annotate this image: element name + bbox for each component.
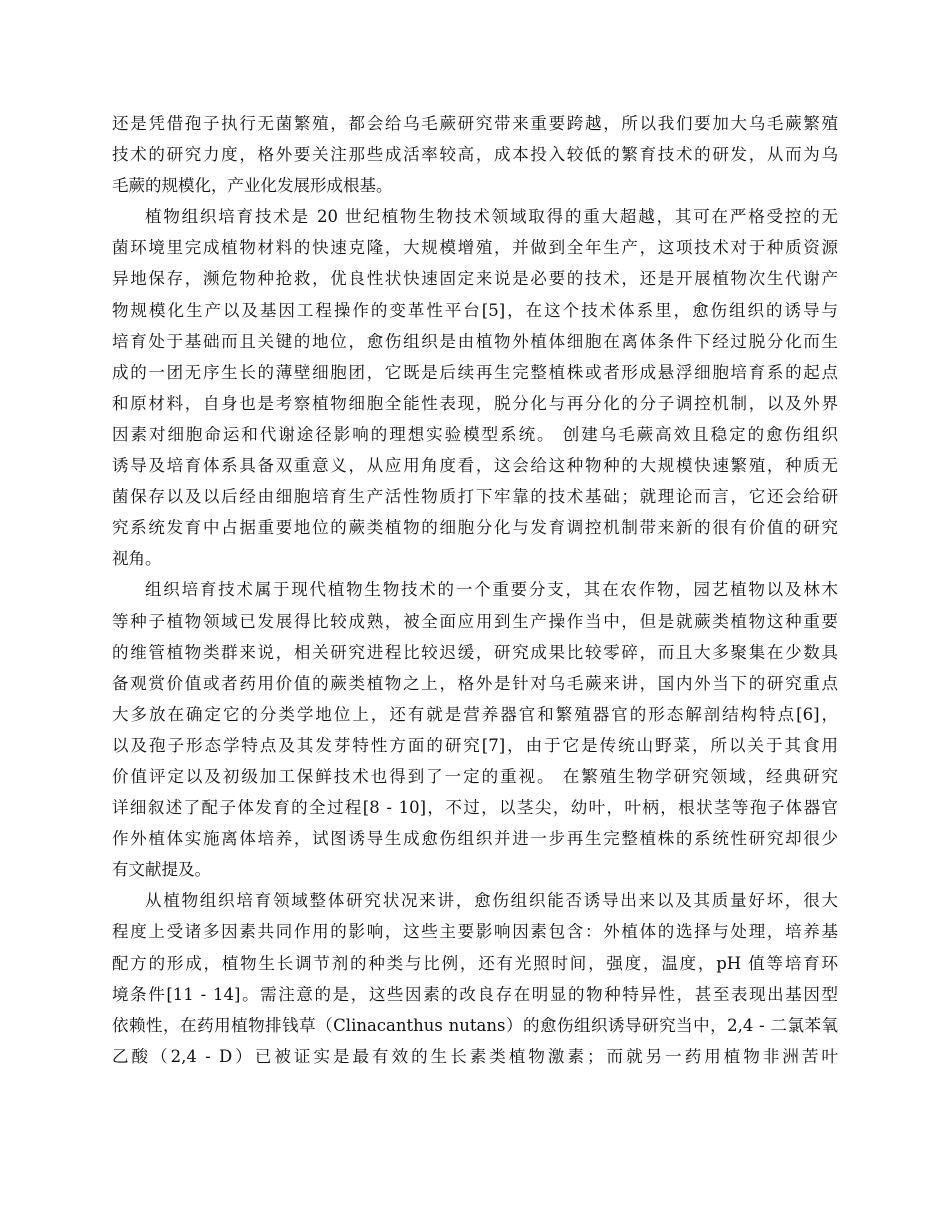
text-line: 毛蕨的规模化，产业化发展形成根基。	[112, 176, 393, 196]
text-line: 等种子植物领域已发展得比较成熟，被全面应用到生产操作当中，但是就蕨类植物这种重要	[112, 611, 838, 631]
text-line: 从植物组织培育领域整体研究状况来讲，愈伤组织能否诱导出来以及其质量好坏，很大	[145, 891, 838, 911]
text-line: 乙酸（2,4 - D）已被证实是最有效的生长素类植物激素；而就另一药用植物非洲苦叶	[112, 1046, 838, 1066]
text-line: 视角。	[112, 549, 162, 569]
text-line: 诱导及培育体系具备双重意义，从应用角度看，这会给这种物种的大规模快速繁殖，种质无	[112, 456, 838, 476]
paragraph	[112, 201, 838, 574]
text-line: 和原材料，自身也是考察植物细胞全能性表现，脱分化与再分化的分子调控机制，以及外界	[112, 393, 838, 413]
text-line: 备观赏价值或者药用价值的蕨类植物之上，格外是针对乌毛蕨来讲，国内外当下的研究重点	[112, 673, 838, 693]
text-line: 因素对细胞命运和代谢途径影响的理想实验模型系统。 创建乌毛蕨高效且稳定的愈伤组织	[112, 424, 838, 444]
paragraph	[112, 574, 838, 885]
text-line: 作外植体实施离体培养，试图诱导生成愈伤组织并进一步再生完整植株的系统性研究却很少	[112, 829, 838, 849]
text-line: 大多放在确定它的分类学地位上，还有就是营养器官和繁殖器官的形态解剖结构特点[6]，	[112, 704, 838, 724]
text-line: 组织培育技术属于现代植物生物技术的一个重要分支，其在农作物，园艺植物以及林木	[145, 580, 838, 600]
text-line: 配方的形成，植物生长调节剂的种类与比例，还有光照时间，强度，温度，pH 值等培育环	[112, 953, 838, 973]
text-line: 程度上受诸多因素共同作用的影响，这些主要影响因素包含：外植体的选择与处理，培养基	[112, 922, 838, 942]
text-line: 究系统发育中占据重要地位的蕨类植物的细胞分化与发育调控机制带来新的很有价值的研究	[112, 518, 838, 538]
text-line: 依赖性，在药用植物排钱草（Clinacanthus nutans）的愈伤组织诱导研究当中，2,4 - 二氯苯氧	[112, 1015, 838, 1035]
text-line: 价值评定以及初级加工保鲜技术也得到了一定的重视。 在繁殖生物学研究领域，经典研究	[112, 766, 838, 786]
text-line: 有文献提及。	[112, 860, 211, 880]
text-line: 境条件[11 - 14]。需注意的是，这些因素的改良存在明显的物种特异性，甚至表现出基因型	[112, 984, 838, 1004]
text-line: 异地保存，濒危物种抢救，优良性状快速固定来说是必要的技术，还是开展植物次生代谢产	[112, 269, 838, 289]
document-body	[112, 108, 838, 1072]
text-line: 的维管植物类群来说，相关研究进程比较迟缓，研究成果比较零碎，而且大多聚集在少数具	[112, 642, 838, 662]
paragraph	[112, 108, 838, 201]
text-line: 还是凭借孢子执行无菌繁殖，都会给乌毛蕨研究带来重要跨越，所以我们要加大乌毛蕨繁殖	[112, 114, 838, 133]
text-line: 植物组织培育技术是 20 世纪植物生物技术领域取得的重大超越，其可在严格受控的无	[145, 207, 838, 227]
text-line: 物规模化生产以及基因工程操作的变革性平台[5]，在这个技术体系里，愈伤组织的诱导与	[112, 300, 838, 320]
text-line: 以及孢子形态学特点及其发芽特性方面的研究[7]，由于它是传统山野菜，所以关于其食用	[112, 735, 838, 755]
text-line: 菌保存以及以后经由细胞培育生产活性物质打下牢靠的技术基础；就理论而言，它还会给研	[112, 487, 838, 507]
text-line: 技术的研究力度，格外要关注那些成活率较高，成本投入较低的繁育技术的研发，从而为乌	[112, 145, 838, 165]
text-line: 菌环境里完成植物材料的快速克隆，大规模增殖，并做到全年生产，这项技术对于种质资源	[112, 238, 838, 258]
text-line: 培育处于基础而且关键的地位，愈伤组织是由植物外植体细胞在离体条件下经过脱分化而生	[112, 331, 838, 351]
paragraph	[112, 885, 838, 1072]
text-line: 详细叙述了配子体发育的全过程[8 - 10]，不过，以茎尖，幼叶，叶柄，根状茎等孢子体器官	[112, 798, 838, 818]
text-line: 成的一团无序生长的薄壁细胞团，它既是后续再生完整植株或者形成悬浮细胞培育系的起点	[112, 362, 838, 382]
